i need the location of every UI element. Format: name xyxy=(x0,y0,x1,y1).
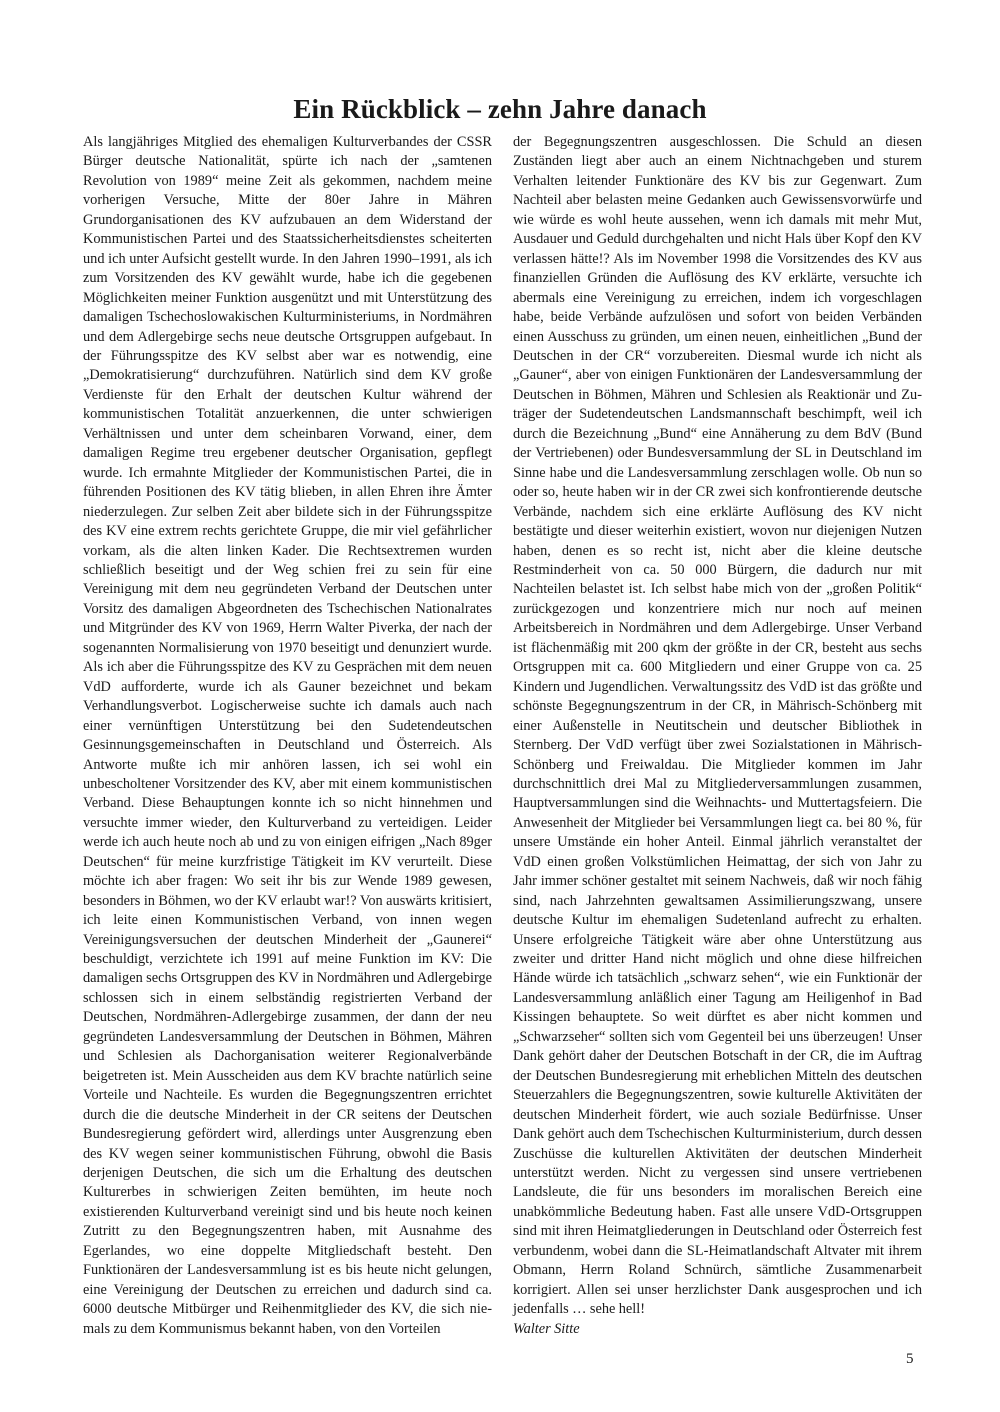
article-column-right xyxy=(513,133,922,1339)
page-number: 5 xyxy=(906,1351,914,1367)
author-signature: Walter Sitte xyxy=(513,1320,580,1337)
article-title: Ein Rückblick – zehn Jahre danach xyxy=(293,94,707,124)
article-column-left xyxy=(83,133,492,1339)
article-body-left: Als langjähriges Mitglied des ehemaligen Kulturverbandes der CSSR Bürger deutsche Nationalität, spürte ich nach der „samtenen Revolution von 1989“ meine Zeit als gekommen, nachdem meine vorherigen Versuche, Mitte der 80er Jahre in Mähren Grundorganisationen des KV aufzubauen an dem Widerstand der Kommunistischen Partei und des Staatssicherheitsdienstes scheiterten und ich unter Aufsicht gestellt wurde. In den Jahren 1990–1991, als ich zum Vorsitzenden des KV gewählt wurde, habe ich die gegebenen Möglichkeiten meiner Funktion ausgenützt und mit Unterstützung des damaligen Tschechoslowakischen Kulturministeriums, in Nordmähren und dem Adlergebirge sechs neue deutsche Ortsgruppen aufgebaut. In der Führungsspitze des KV selbst aber war es notwendig, eine „Demokratisierung“ durchzuführen. Natürlich sind dem KV große Verdienste für den Erhalt der deutschen Kultur während der kommunistischen Totalität anzuerkennen, die unter schwierigen Verhältnissen und unter dem scheinbaren Vorwand, einer, dem damaligen Regime treu ergebener deutscher Organisation, gepflegt wurde. Ich ermahnte Mitglieder der Kommunistischen Partei, die in führenden Positionen des KV tätig blieben, in allen Ehren ihre Ämter niederzulegen. Zur selben Zeit aber bildete sich in der Führungsspitze des KV eine extrem rechts gerichtete Gruppe, die mir viel gefährlicher vorkam, als die alten linken Kader. Die Rechtsextremen wurden schließlich beseitigt und der Weg schien frei zu sein für eine Vereinigung mit dem neu gegründeten Verband der Deutschen unter Vorsitz des damaligen Abgeordneten des Tschechischen Nationalrates und Mitgründer des KV von 1969, Herrn Walter Piverka, der nach der sogenannten Normalisierung von 1970 beseitigt und denunziert wurde. Als ich aber die Führungsspitze des KV zu Gesprächen mit dem neuen VdD aufforderte, wurde ich als Gauner bezeichnet und bekam Verhandlungsverbot. Logischerweise suchte ich damals auch nach einer vernünftigen Unterstützung bei den Sudetendeutschen Gesinnungsgemeinschaften in Deutschland und Österreich. Als Antworte mußte ich mir anhören lassen, ich sei wohl ein unbescholtener Vorsitzender des KV, aber mit einem kommunistischen Verband. Diese Behauptungen konnte ich so nicht hinnehmen und versuchte immer wieder, den Kulturverband zu verteidigen. Leider werde ich auch heute noch ab und zu von einigen eifrigen „Nach 89ger Deutschen“ für meine kurzfristige Tätigkeit im KV verurteilt. Diese möchte ich aber fragen: Wo seit ihr bis zur Wende 1989 gewesen, besonders in Böhmen, wo der KV erlaubt war!? Von auswärts kritisiert, ich leite einen Kommunistischen Verband, von innen wegen Vereinigungsversuchen der deutschen Minderheit der „Gaunerei“ beschuldigt, verzichtete ich 1991 auf meine Funktion im KV: Die damaligen sechs Ortsgruppen des KV in Nordmähren und Adlergebirge schlossen sich in einem selbständig registrierten Verband der Deutschen, Nordmähren-Adlergebirge zusammen, der dann der neu gegründeten Landesversammlung der Deutschen in Böhmen, Mähren und Schlesien als Dachorganisation weiterer Regionalverbände beigetreten ist. Mein Ausscheiden aus dem KV brachte natürlich seine Vorteile und Nachteile. Es wurden die Begegnungszentren errichtet durch die die deutsche Minderheit in der CR seitens der Deutschen Bundesregierung gefördert wird, allerdings unter Ausgrenzung eben des KV wegen seiner kommunistischen Führung, obwohl die Basis derjenigen Deutschen, die sich um die Erhaltung des deutschen Kulturerbes in schwierigen Zeiten bemühten, im heute noch existierenden Kulturverband vereinigt sind und bis heute noch keinen Zutritt zu den Begegnungszentren haben, mit Ausnahme des Egerlandes, wo eine doppelte Mitgliedschaft besteht. Den Funktionären der Landesversammlung ist es bis heute nicht gelungen, eine Vereinigung der Deutschen zu erreichen und dadurch sind ca. 6000 deutsche Mitbürger und Reihenmitglieder des KV, die sich niemals zu dem Kommunismus bekannt haben, von den Vorteilen xyxy=(83,134,492,1337)
article-body-right: der Begegnungszentren ausgeschlossen. Die Schuld an diesen Zuständen liegt aber auch an einem Nichtnachgeben und sturem Verhalten leitender Funktionäre des KV bis zur Gegenwart. Zum Nachteil aber belasten meine Gedanken auch Gewissensvorwürfe und wie würde es wohl heute aussehen, wenn ich damals mit mehr Mut, Ausdauer und Geduld durchgehalten und nicht Hals über Kopf den KV verlassen hätte!? Als im November 1998 die Vorsitzendes des KV aus finanziellen Gründen die Auflösung des KV erklärte, versuchte ich abermals eine Vereinigung zu erreichen, indem ich vorgeschlagen habe, beide Verbände aufzulösen und sofort von beiden Verbänden einen Ausschuss zu gründen, um einen neuen, einheitlichen „Bund der Deutschen in der CR“ vorzubereiten. Diesmal wurde ich nicht als „Gauner“, aber von einigen Funktionären der Landesversammlung der Deutschen in Böhmen, Mähren und Schlesien als Reaktionär und Zuträger der Sudetendeutschen Landsmannschaft beschimpft, weil ich durch die Bezeichnung „Bund“ eine Annäherung zu dem BdV (Bund der Vertriebenen) oder Bundesversammlung der SL in Deutschland im Sinne habe und die Landesversammlung zerschlagen wolle. Ob nun so oder so, heute haben wir in der CR zwei sich konfrontierende deutsche Verbände, nachdem sich eine erklärte Auflösung des KV nicht bestätigte und dieser weiterhin existiert, wovon nur diejenigen Nutzen haben, denen es so recht ist, nicht aber die kleine deutsche Restminderheit von ca. 50 000 Bürgern, die dadurch nur mit Nachteilen belastet ist. Ich selbst habe mich von der „großen Politik“ zurückgezogen und konzentriere mich nur noch auf meinen Arbeitsbereich in Nordmähren und dem Adlergebirge. Unser Verband ist flächenmäßig mit 200 qkm der größte in der CR, besteht aus sechs Ortsgruppen mit ca. 600 Mitgliedern und einer Gruppe von ca. 25 Kindern und Jugendlichen. Verwaltungssitz des VdD ist das größte und schönste Begegnungszentrum in der CR, in Mährisch-Schönberg mit einer Außenstelle in Neutitschein und deutscher Bibliothek in Sternberg. Der VdD verfügt über zwei Sozialstationen in Mährisch-Schönberg und Freiwaldau. Die Mitglieder kommen im Jahr durchschnittlich drei Mal zu Mitgliederversammlungen zusammen, Hauptversammlungen sind die Weihnachts- und Muttertagsfeiern. Die Anwesenheit der Mitglieder bei Versammlungen liegt ca. bei 80 %, für unsere Umstände ein hoher Anteil. Einmal jährlich veranstaltet der VdD einen großen Volkstümlichen Heimattag, der sich von Jahr zu Jahr immer schöner gestaltet mit seinem Nachweis, daß wir noch fähig sind, nach Jahrzehnten gewaltsamen Assimilierungszwang, unsere deutsche Kultur im ehemaligen Sudetenland aufrecht zu erhalten. Unsere erfolgreiche Tätigkeit wäre aber ohne Unterstützung aus zweiter und dritter Hand nicht möglich und ohne diese hilfreichen Hände würde ich tatsächlich „schwarz sehen“, wie ein Funktionär der Landesversammlung anläßlich einer Tagung am Heiligenhof in Bad Kissingen behauptete. So weit dürftet es aber nicht kommen und „Schwarzseher“ sollten sich vom Gegenteil bei uns überzeugen! Unser Dank gehört daher der Deutschen Botschaft in der CR, die im Auftrag der Deutschen Bundesregierung mit erheblichen Mitteln des deutschen Steuerzahlers die Begegnungszentren, sowie kulturelle Aktivitäten der deutschen Minderheit fördert, wie auch soziale Bedürfnisse. Unser Dank gehört auch dem Tschechischen Kulturministerium, durch dessen Zuschüsse die kulturellen Aktivitäten der deutschen Minderheit unterstützt werden. Nicht zu vergessen sind unsere vertriebenen Landsleute, die für uns besonders im moralischen Bereich eine unabkömmliche Bedeutung haben. Fast alle unsere VdD-Ortsgruppen sind mit ihren Heimatgliederungen in Deutschland oder Österreich fest verbundenm, wobei dann die SL-Heimatlandschaft Altvater mit ihrem Obmann, Herrn Roland Schnürch, sämtliche Zusammenarbeit korrigiert. Allen sei unser herzlichster Dank ausgesprochen und ich jedenfalls … sehe hell! xyxy=(513,134,922,1318)
